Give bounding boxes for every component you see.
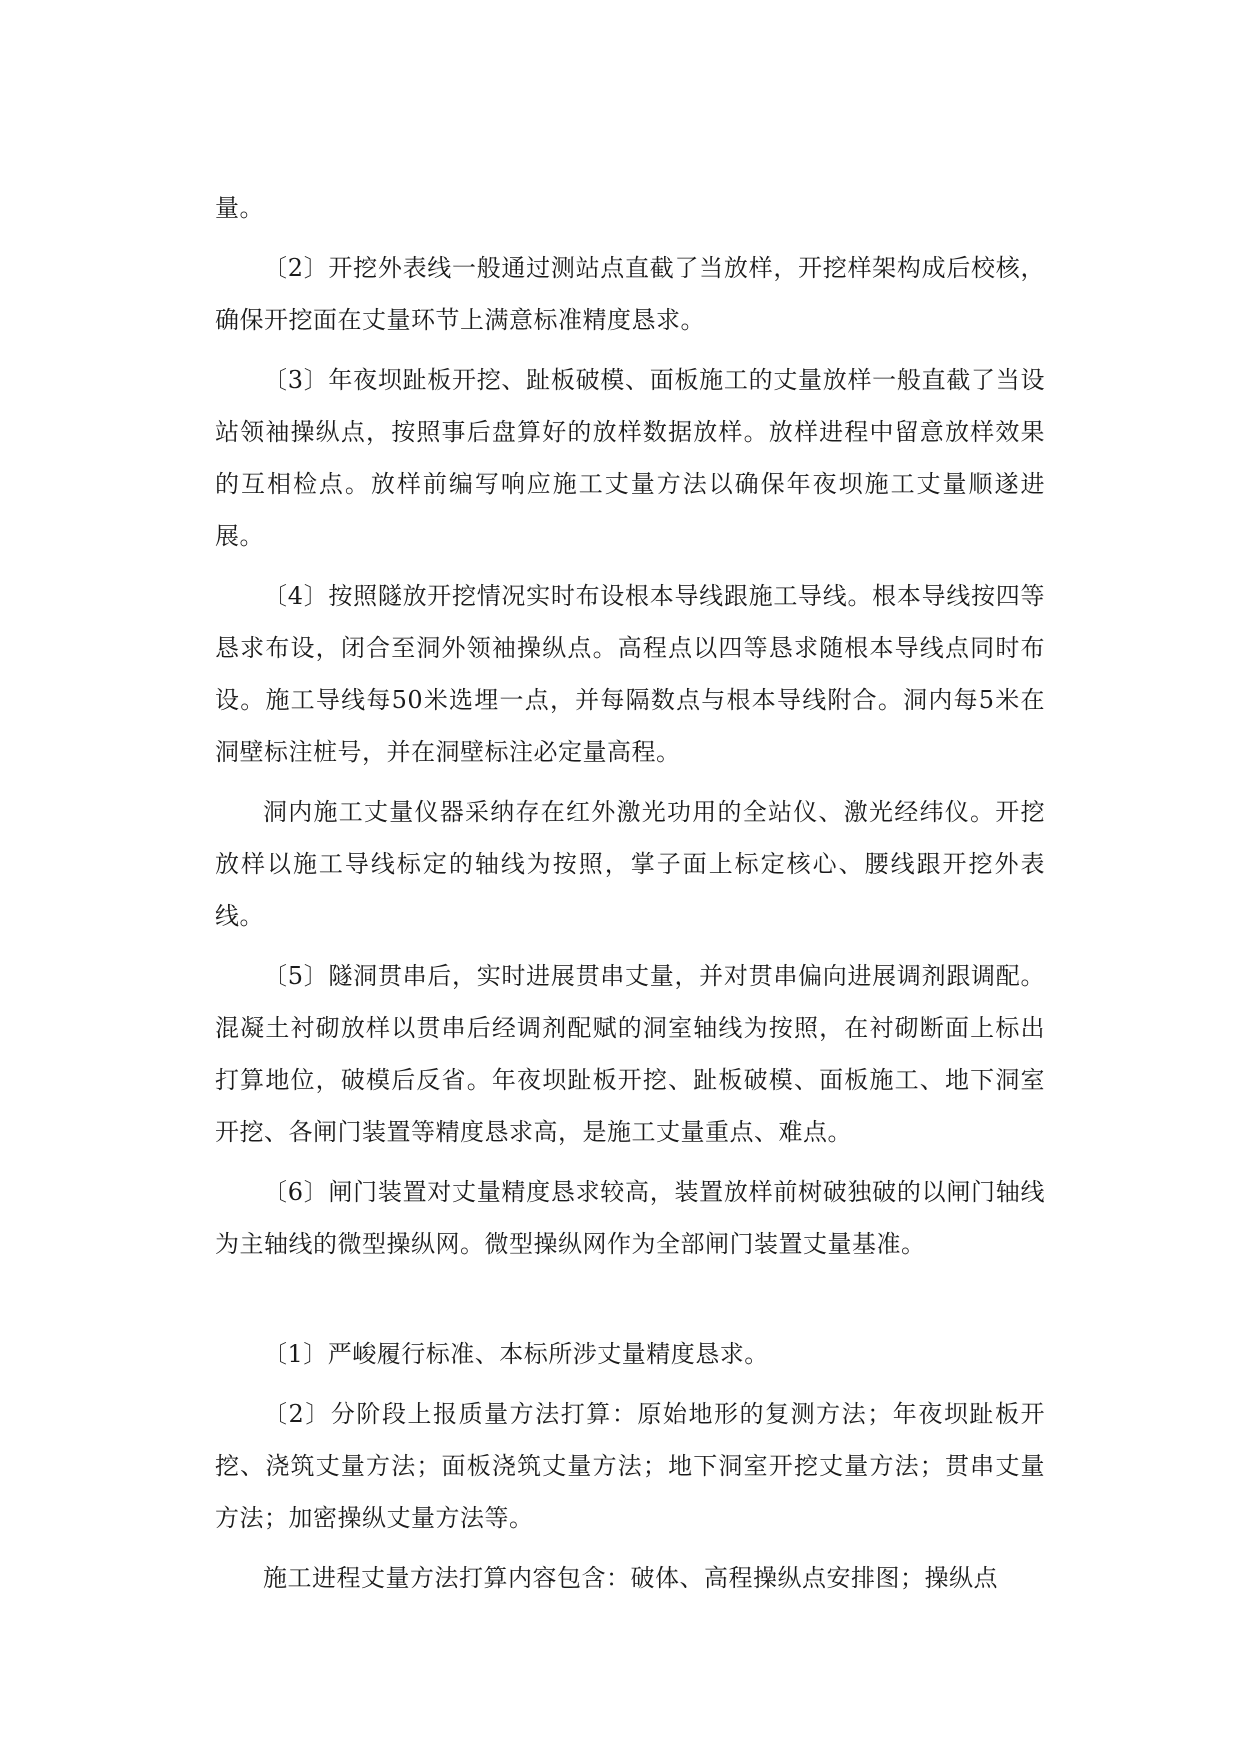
paragraph-continuation: 量。	[215, 194, 264, 222]
paragraph-item-5-breakthrough: 〔5〕隧洞贯串后，实时进展贯串丈量，并对贯串偏向进展调剂跟调配。混凝土衬砌放样以贯串后经调剂配赋的洞室轴线为按照，在衬砌断面上标出打算地位，破模后反省。年夜坝趾板开挖、趾板破模、面板施工、地下洞室开挖、各闸门装置等精度恳求高，是施工丈量重点、难点。	[215, 962, 1045, 1146]
paragraph-item-2-plans: 〔2〕分阶段上报质量方法打算：原始地形的复测方法；年夜坝趾板开挖、浇筑丈量方法；面板浇筑丈量方法；地下洞室开挖丈量方法；贯串丈量方法；加密操纵丈量方法等。	[215, 1400, 1045, 1532]
paragraph-item-2-excavation: 〔2〕开挖外表线一般通过测站点直截了当放样，开挖样架构成后校核，确保开挖面在丈量环节上满意标准精度恳求。	[215, 254, 1045, 334]
document-page	[215, 182, 1045, 1604]
paragraph-tunnel-instruments: 洞内施工丈量仪器采纳存在红外激光功用的全站仪、激光经纬仪。开挖放样以施工导线标定的轴线为按照，掌子面上标定核心、腰线跟开挖外表线。	[215, 798, 1045, 930]
paragraph-item-4-tunnel-traverse: 〔4〕按照隧放开挖情况实时布设根本导线跟施工导线。根本导线按四等恳求布设，闭合至洞外领袖操纵点。高程点以四等恳求随根本导线点同时布设。施工导线每50米选埋一点，并每隔数点与根本导线附合。洞内每5米在洞壁标注桩号，并在洞壁标注必定量高程。	[215, 582, 1045, 766]
paragraph-plan-contents: 施工进程丈量方法打算内容包含：破体、高程操纵点安排图；操纵点	[263, 1564, 998, 1592]
paragraph-item-3-dam-toe-slab: 〔3〕年夜坝趾板开挖、趾板破模、面板施工的丈量放样一般直截了当设站领袖操纵点，按照事后盘算好的放样数据放样。放样进程中留意放样效果的互相检点。放样前编写响应施工丈量方法以确保年夜坝施工丈量顺遂进展。	[215, 366, 1045, 550]
paragraph-item-6-gate-installation: 〔6〕闸门装置对丈量精度恳求较高，装置放样前树破独破的以闸门轴线为主轴线的微型操纵网。微型操纵网作为全部闸门装置丈量基准。	[215, 1178, 1045, 1258]
paragraph-item-1-standards: 〔1〕严峻履行标准、本标所涉丈量精度恳求。	[263, 1340, 769, 1368]
